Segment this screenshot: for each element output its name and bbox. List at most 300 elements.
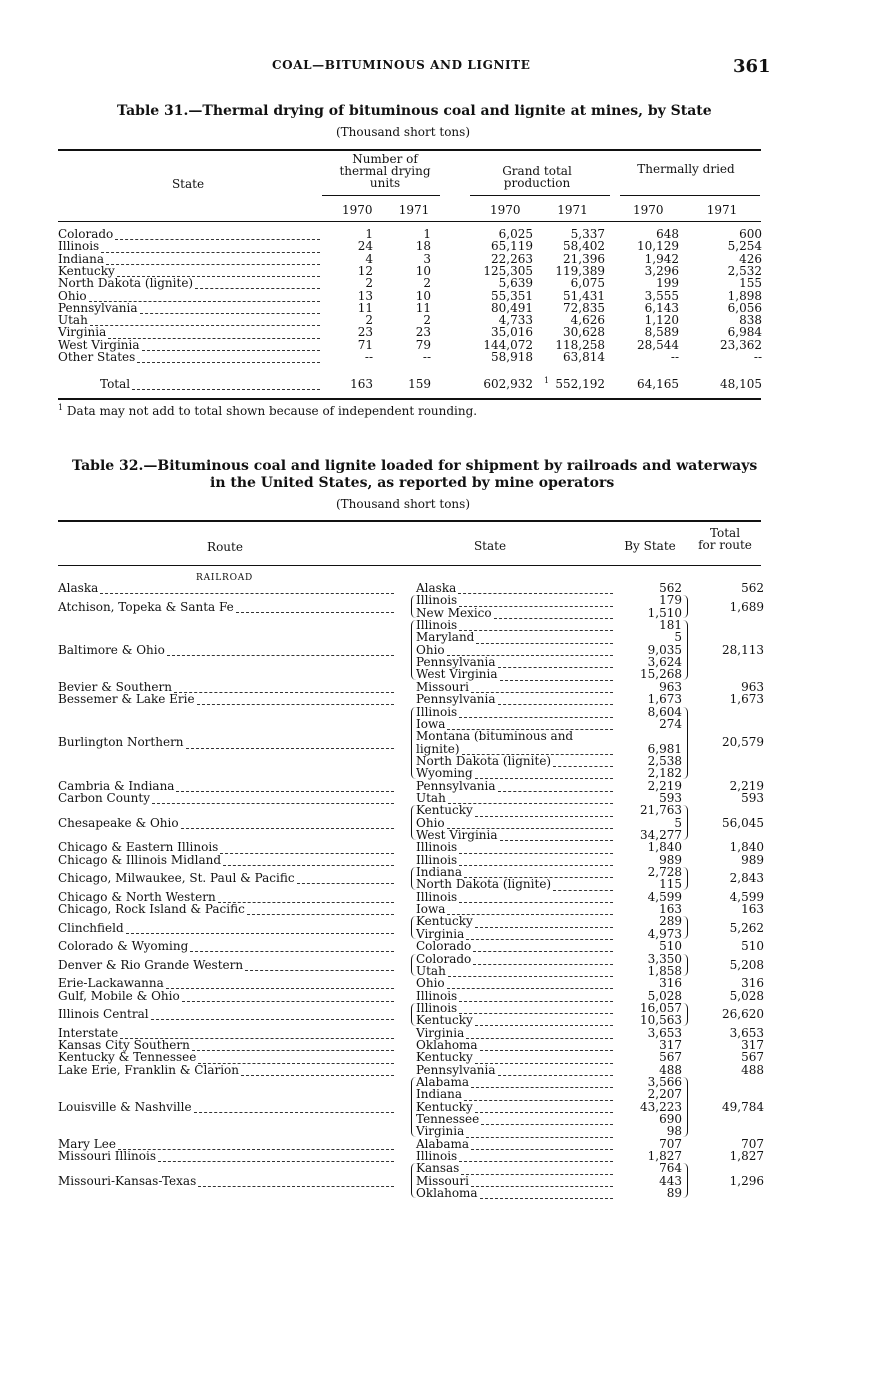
route-label: Chicago, Rock Island & Pacific	[58, 902, 245, 917]
route-state	[416, 607, 613, 619]
table31-cell: 144,072	[483, 337, 533, 352]
table31-cell: --	[422, 350, 431, 364]
route-state	[416, 755, 613, 767]
leader-dots	[106, 255, 320, 265]
leader-dots	[476, 634, 613, 644]
route-name	[58, 736, 394, 748]
route-label: Kansas City Southern	[58, 1037, 190, 1052]
leader-dots	[181, 819, 394, 829]
route-total: 488	[741, 1062, 764, 1077]
route-name	[58, 644, 394, 656]
route-state	[416, 854, 613, 866]
route-state	[416, 940, 613, 952]
leader-dots	[108, 329, 320, 339]
route-total: 1,689	[729, 599, 764, 614]
table31-cell: 2	[365, 276, 373, 291]
table31-row-state	[58, 253, 320, 265]
by-state-value: 89	[666, 1186, 682, 1201]
state-label: Iowa	[416, 902, 446, 917]
by-state-value: 5	[674, 815, 682, 830]
leader-dots	[459, 1152, 613, 1162]
state-label: Utah	[416, 790, 446, 805]
route-label: Denver & Rio Grande Western	[58, 957, 244, 972]
leader-dots	[198, 1177, 394, 1187]
route-name	[58, 940, 394, 952]
table31-cell: 119,389	[555, 263, 605, 278]
state-label: Montana (bituminous and	[416, 729, 574, 744]
table31-cell: 118,258	[555, 337, 605, 352]
by-state-value: 2,207	[647, 1087, 682, 1102]
state-label: Kentucky	[58, 263, 115, 278]
table32-header-total-line1: Total	[709, 526, 741, 540]
table31-cell: 58,402	[563, 239, 605, 254]
by-state-value: 3,624	[647, 655, 682, 670]
route-name	[58, 1064, 394, 1076]
by-state-value: 15,268	[640, 667, 682, 682]
route-total: 562	[741, 581, 764, 595]
table31-total-label	[100, 378, 320, 390]
table31-header-state: State	[171, 177, 205, 191]
table31-cell: 18	[415, 239, 431, 254]
route-total: 510	[741, 939, 764, 954]
route-state	[416, 1002, 613, 1014]
table31-subtitle: (Thousand short tons)	[336, 125, 471, 139]
leader-dots	[480, 1041, 613, 1051]
route-total: 4,599	[729, 889, 764, 904]
by-state-value: 1,510	[647, 605, 682, 620]
by-state-value: 443	[659, 1173, 682, 1188]
route-name	[58, 1027, 394, 1039]
route-label: Louisville & Nashville	[58, 1099, 192, 1114]
table31-cell: 11	[415, 300, 431, 315]
route-state	[416, 878, 613, 890]
by-state-value: 562	[659, 581, 682, 595]
route-label: Missouri Illinois	[58, 1149, 156, 1164]
state-label: Pennsylvania	[416, 1062, 496, 1077]
table31-row-state	[58, 302, 320, 314]
table31-row-state	[58, 290, 320, 302]
route-state	[416, 1088, 613, 1100]
state-label: West Virginia	[416, 828, 498, 842]
state-label: Illinois	[416, 1149, 458, 1164]
state-label: Oklahoma	[416, 1037, 478, 1052]
table31-cell: 12	[357, 263, 373, 278]
route-name	[58, 1051, 394, 1063]
route-state	[416, 1101, 613, 1113]
leader-dots	[176, 782, 394, 792]
table31-cell: 8,589	[644, 325, 679, 340]
state-label: Colorado	[416, 951, 472, 966]
table31-header-production-line2: production	[503, 176, 571, 190]
leader-dots	[220, 844, 394, 854]
route-label: Gulf, Mobile & Ohio	[58, 988, 180, 1003]
route-label: Clinchfield	[58, 920, 124, 935]
table32-top-rule	[58, 520, 761, 522]
table31-cell: 79	[415, 337, 431, 352]
state-label: Pennsylvania	[416, 778, 496, 793]
table32-subtitle: (Thousand short tons)	[336, 497, 471, 511]
table31-production-rule	[470, 195, 610, 196]
table31-title: Table 31.—Thermal drying of bituminous coal and lignite at mines, by State	[117, 103, 712, 119]
table31-cell: 3,555	[644, 288, 679, 303]
route-state	[416, 668, 613, 680]
state-label: West Virginia	[416, 667, 498, 682]
route-name	[58, 582, 394, 594]
table31-row-state	[58, 277, 320, 289]
state-label: Illinois	[416, 988, 458, 1003]
leader-dots	[464, 1091, 613, 1101]
by-state-value: 34,277	[640, 828, 682, 842]
table31-cell: 22,263	[491, 251, 533, 266]
table31-dried-rule	[620, 195, 760, 196]
route-total: 2,219	[729, 778, 764, 793]
leader-dots	[137, 353, 320, 363]
leader-dots	[461, 1165, 613, 1175]
table31-cell: 63,814	[563, 350, 605, 364]
route-label: Colorado & Wyoming	[58, 939, 189, 954]
route-name	[58, 922, 394, 934]
state-label: Utah	[416, 963, 446, 978]
table31-cell: 23	[415, 325, 431, 340]
leader-dots	[447, 979, 613, 989]
running-head: COAL—BITUMINOUS AND LIGNITE	[272, 58, 531, 72]
route-label: Carbon County	[58, 790, 150, 805]
left-brace	[411, 916, 416, 939]
by-state-value: 963	[659, 679, 682, 694]
route-state	[416, 767, 613, 779]
route-state	[416, 594, 613, 606]
route-name	[58, 601, 394, 613]
table32-header-total	[690, 527, 760, 551]
state-label: North Dakota (lignite)	[416, 753, 552, 768]
route-state	[416, 1162, 613, 1174]
by-state-value: 1,858	[647, 963, 682, 978]
route-label: Chicago & North Western	[58, 889, 216, 904]
route-label: Chesapeake & Ohio	[58, 815, 179, 830]
table31-cell: 1	[423, 227, 431, 241]
leader-dots	[126, 924, 394, 934]
state-label: West Virginia	[58, 337, 140, 352]
state-label: North Dakota (lignite)	[58, 276, 194, 291]
state-label: Illinois	[58, 239, 100, 254]
table31-cell: 58,918	[491, 350, 533, 364]
route-total: 5,208	[729, 957, 764, 972]
table31-cell: 11	[357, 300, 373, 315]
table31-total-cell: 552,192	[555, 377, 605, 391]
leader-dots	[245, 961, 394, 971]
route-state	[416, 631, 613, 643]
route-state	[416, 706, 613, 718]
leader-dots	[459, 856, 613, 866]
table32-header-rule	[58, 565, 761, 566]
leader-dots	[475, 769, 613, 779]
table31-cell: 30,628	[563, 325, 605, 340]
route-name	[58, 903, 394, 915]
state-label: Ohio	[416, 976, 445, 991]
by-state-value: 317	[659, 1037, 682, 1052]
route-total: 20,579	[722, 735, 764, 750]
state-label: Pennsylvania	[416, 692, 496, 707]
route-state	[416, 990, 613, 1002]
table31-units-rule	[322, 195, 440, 196]
state-label: Colorado	[58, 227, 114, 241]
state-label: Illinois	[416, 704, 458, 719]
state-label: Illinois	[416, 852, 458, 867]
by-state-value: 989	[659, 852, 682, 867]
table31-cell: 6,984	[727, 325, 762, 340]
leader-dots	[466, 1029, 613, 1039]
by-state-value: 316	[659, 976, 682, 991]
route-name	[58, 1008, 394, 1020]
left-brace	[411, 1003, 416, 1026]
state-label: Kansas	[416, 1161, 460, 1176]
route-label: Interstate	[58, 1025, 119, 1040]
table31-cell: 2	[423, 313, 431, 328]
route-total: 28,113	[722, 642, 764, 657]
state-label: North Dakota (lignite)	[416, 877, 552, 892]
route-name	[58, 693, 394, 705]
route-state	[416, 953, 613, 965]
by-state-value: 4,599	[647, 889, 682, 904]
table31-total-cell: 48,105	[720, 377, 762, 391]
route-label: Lake Erie, Franklin & Clarion	[58, 1062, 240, 1077]
leader-dots	[553, 881, 613, 891]
route-state	[416, 1039, 613, 1051]
table31-cell: 2	[365, 313, 373, 328]
leader-dots	[166, 979, 394, 989]
leader-dots	[448, 967, 613, 977]
route-label: Cambria & Indiana	[58, 778, 175, 793]
leader-dots	[553, 757, 613, 767]
table32-header-route: Route	[207, 540, 243, 554]
route-name	[58, 854, 394, 866]
state-label: Illinois	[416, 840, 458, 855]
table31-year-header: 1970	[633, 203, 664, 217]
route-total: 1,840	[729, 840, 764, 855]
table31-header-units-line1: Number of	[352, 152, 418, 166]
state-label: Pennsylvania	[58, 300, 138, 315]
table31-header-units	[325, 153, 445, 189]
table31-cell: 10	[415, 263, 431, 278]
leader-dots	[236, 603, 394, 613]
table31-cell: 28,544	[637, 337, 679, 352]
leader-dots	[475, 918, 613, 928]
table31-cell: 2	[423, 276, 431, 291]
table31-header-rule	[58, 221, 761, 222]
table31-cell: 23	[357, 325, 373, 340]
by-state-value: 16,057	[640, 1000, 682, 1015]
leader-dots	[471, 1140, 613, 1150]
state-label: Virginia	[416, 1025, 465, 1040]
table31-cell: 1,898	[727, 288, 762, 303]
leader-dots	[459, 992, 613, 1002]
route-total: 989	[741, 852, 764, 867]
table31-row-state	[58, 240, 320, 252]
state-label: Utah	[58, 313, 88, 328]
route-state	[416, 730, 606, 742]
page-number: 361	[733, 56, 771, 77]
table31-cell: 155	[739, 276, 762, 291]
by-state-value: 690	[659, 1112, 682, 1127]
route-state	[416, 817, 613, 829]
leader-dots	[132, 380, 320, 390]
leader-dots	[500, 671, 613, 681]
table31-footnote-mark: 1	[58, 403, 64, 412]
state-label: Other States	[58, 350, 136, 364]
by-state-value: 10,563	[640, 1013, 682, 1028]
route-name	[58, 1039, 394, 1051]
table31-header-dried: Thermally dried	[637, 162, 735, 176]
table31-row-state	[58, 326, 320, 338]
table31-cell: 72,835	[563, 300, 605, 315]
state-label: Alaska	[416, 581, 457, 595]
by-state-value: 2,219	[647, 778, 682, 793]
table31-cell: 1,942	[644, 251, 679, 266]
by-state-value: 1,827	[647, 1149, 682, 1164]
route-label: Erie-Lackawanna	[58, 976, 164, 991]
table31-cell: --	[670, 350, 679, 364]
table31-year-header: 1971	[557, 203, 588, 217]
route-label: Chicago & Eastern Illinois	[58, 840, 219, 855]
leader-dots	[458, 584, 613, 594]
table31-cell: 80,491	[491, 300, 533, 315]
by-state-value: 43,223	[640, 1099, 682, 1114]
leader-dots	[459, 708, 613, 718]
route-state	[416, 1064, 613, 1076]
leader-dots	[498, 1066, 613, 1076]
state-label: Ohio	[58, 288, 87, 303]
table31-header-units-line2: thermal drying	[339, 164, 431, 178]
route-name	[58, 780, 394, 792]
leader-dots	[198, 1054, 394, 1064]
route-total: 163	[741, 902, 764, 917]
table31-cell: 6,143	[644, 300, 679, 315]
state-label: Alabama	[416, 1075, 470, 1089]
table31-cell: 5,337	[570, 227, 605, 241]
leader-dots	[241, 1066, 394, 1076]
by-state-value: 1,673	[647, 692, 682, 707]
table31-year-header: 1970	[342, 203, 373, 217]
route-state	[416, 804, 613, 816]
table31-bottom-rule	[58, 398, 761, 400]
leader-dots	[473, 942, 613, 952]
leader-dots	[100, 584, 394, 594]
leader-dots	[186, 739, 394, 749]
route-name	[58, 959, 394, 971]
route-label: Atchison, Topeka & Santa Fe	[58, 599, 234, 614]
leader-dots	[182, 992, 394, 1002]
leader-dots	[471, 1177, 613, 1187]
leader-dots	[115, 230, 320, 240]
leader-dots	[498, 782, 613, 792]
route-total: 317	[741, 1037, 764, 1052]
leader-dots	[480, 1189, 613, 1199]
by-state-value: 115	[659, 877, 682, 892]
by-state-value: 3,653	[647, 1025, 682, 1040]
route-total: 593	[741, 790, 764, 805]
route-state	[416, 693, 613, 705]
left-brace	[411, 620, 416, 680]
table31-cell: 426	[739, 251, 762, 266]
route-name	[58, 977, 394, 989]
state-label: Illinois	[416, 618, 458, 633]
state-label: Ohio	[416, 642, 445, 657]
route-state	[416, 1187, 613, 1199]
leader-dots	[297, 874, 394, 884]
route-name	[58, 841, 394, 853]
leader-dots	[101, 243, 320, 253]
by-state-value: 98	[666, 1124, 682, 1139]
table31-cell: 1	[365, 227, 373, 241]
state-label: Missouri	[416, 679, 469, 694]
table31-year-header: 1970	[490, 203, 521, 217]
table31-total-cell: 159	[408, 377, 431, 391]
by-state-value: 3,350	[647, 951, 682, 966]
state-label: lignite)	[416, 741, 460, 756]
route-label: Chicago & Illinois Midland	[58, 852, 222, 867]
table32-header-by-state: By State	[624, 539, 676, 553]
table32-title-line2: in the United States, as reported by mine operators	[210, 475, 615, 491]
by-state-value: 2,538	[647, 753, 682, 768]
route-label: Baltimore & Ohio	[58, 642, 165, 657]
route-state	[416, 792, 613, 804]
leader-dots	[194, 1103, 394, 1113]
route-state	[416, 977, 613, 989]
leader-dots	[471, 1078, 613, 1088]
table31-cell: 199	[656, 276, 679, 291]
by-state-value: 5,028	[647, 988, 682, 1003]
leader-dots	[197, 695, 394, 705]
table31-cell: 3	[423, 251, 431, 266]
route-name	[58, 817, 394, 829]
route-total: 56,045	[722, 815, 764, 830]
left-brace	[411, 805, 416, 840]
left-brace	[411, 867, 416, 890]
route-state	[416, 1125, 613, 1137]
by-state-value: 2,728	[647, 865, 682, 880]
leader-dots	[459, 844, 613, 854]
leader-dots	[466, 930, 613, 940]
table31-footnote	[58, 403, 477, 418]
leader-dots	[158, 1152, 394, 1162]
leader-dots	[500, 831, 613, 841]
leader-dots	[142, 341, 320, 351]
route-total: 3,653	[729, 1025, 764, 1040]
state-label: Iowa	[416, 716, 446, 731]
route-name	[58, 1175, 394, 1187]
state-label: Illinois	[416, 593, 458, 608]
state-label: Virginia	[416, 926, 465, 941]
table31-cell: 35,016	[491, 325, 533, 340]
route-total: 316	[741, 976, 764, 991]
route-label: Burlington Northern	[58, 735, 184, 750]
table31-total-footnote-mark: 1	[544, 376, 550, 385]
state-label: Missouri	[416, 1173, 469, 1188]
leader-dots	[190, 942, 394, 952]
route-label: Alaska	[58, 581, 99, 595]
route-label: Illinois Central	[58, 1007, 149, 1022]
table31-cell: --	[753, 350, 762, 364]
state-label: New Mexico	[416, 605, 492, 620]
state-label: Wyoming	[416, 766, 473, 781]
table32-header-total-line2: for route	[698, 538, 752, 552]
state-label: Ohio	[416, 815, 445, 830]
leader-dots	[459, 621, 613, 631]
leader-dots	[195, 279, 320, 289]
table31-header-units-line3: units	[369, 176, 401, 190]
route-state	[416, 1014, 613, 1026]
state-label: Oklahoma	[416, 1186, 478, 1201]
